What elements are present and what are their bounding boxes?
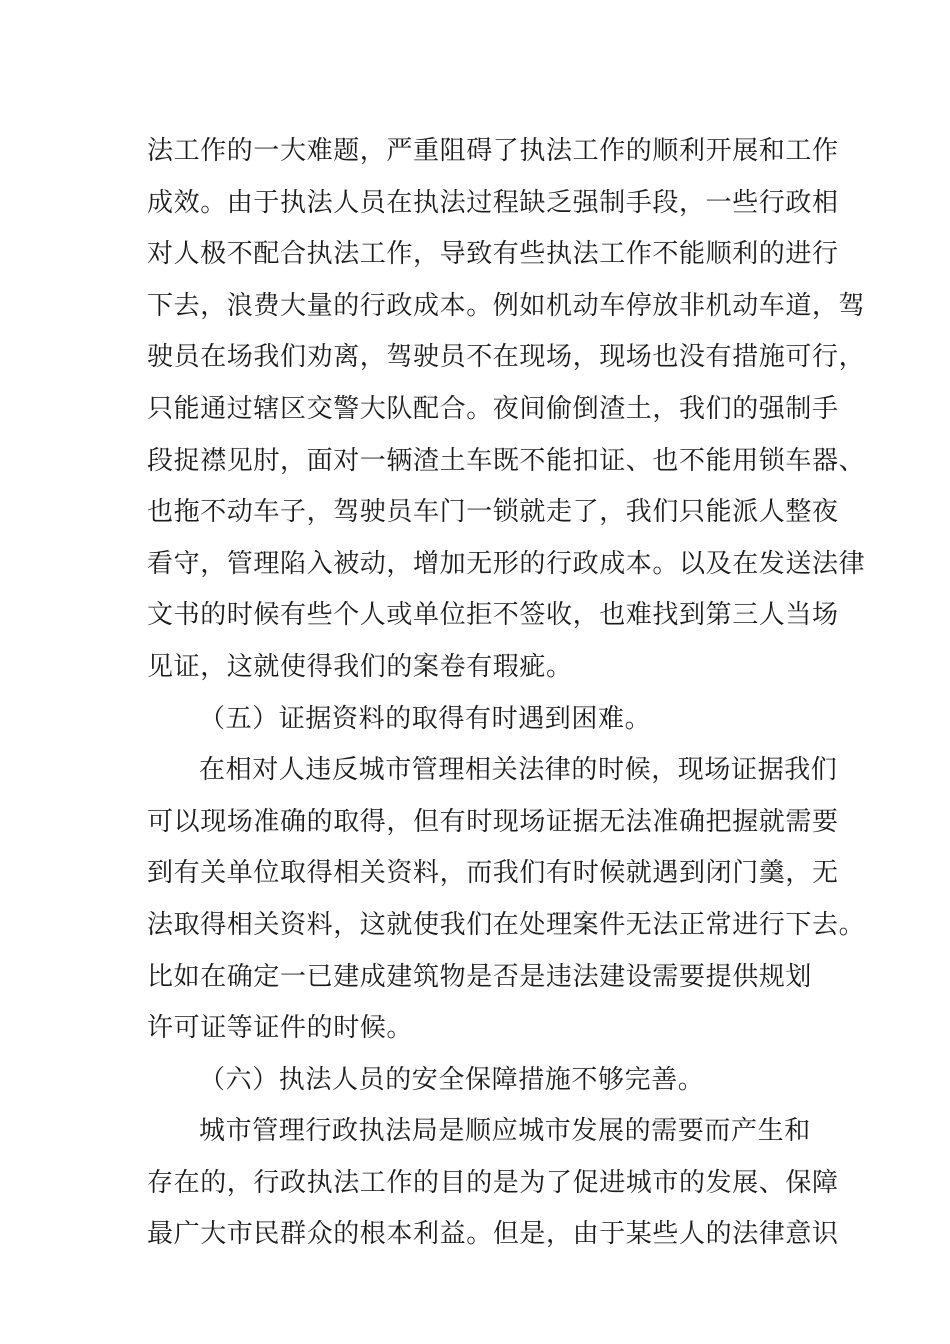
paragraph-line: 比如在确定一已建成建筑物是否是违法建设需要提供规划: [147, 961, 813, 992]
section-heading-5: （五）证据资料的取得有时遇到困难。: [199, 703, 652, 734]
paragraph-line: 在相对人违反城市管理相关法律的时候，现场证据我们: [199, 755, 838, 786]
document-body: [147, 126, 866, 1261]
paragraph-line: 城市管理行政执法局是顺应城市发展的需要而产生和: [199, 1116, 811, 1147]
paragraph-line: 到有关单位取得相关资料，而我们有时候就遇到闭门羹，无: [147, 858, 839, 889]
paragraph-line: 看守，管理陷入被动，增加无形的行政成本。以及在发送法律: [147, 548, 866, 579]
paragraph-line: 也拖不动车子，驾驶员车门一锁就走了，我们只能派人整夜: [147, 497, 839, 528]
paragraph-line: 可以现场准确的取得，但有时现场证据无法准确把握就需要: [147, 806, 839, 837]
paragraph-line: 法取得相关资料，这就使我们在处理案件无法正常进行下去。: [147, 909, 866, 940]
paragraph-line: 对人极不配合执法工作，导致有些执法工作不能顺利的进行: [147, 239, 839, 270]
paragraph-line: 下去，浪费大量的行政成本。例如机动车停放非机动车道，驾: [147, 290, 866, 321]
paragraph-line: 只能通过辖区交警大队配合。夜间偷倒渣土，我们的强制手: [147, 393, 839, 424]
paragraph-line: 成效。由于执法人员在执法过程缺乏强制手段，一些行政相: [147, 187, 839, 218]
paragraph-line: 见证，这就使得我们的案卷有瑕疵。: [147, 651, 573, 682]
paragraph-line: 驶员在场我们劝离，驾驶员不在现场，现场也没有措施可行，: [147, 342, 866, 373]
paragraph-line: 存在的，行政执法工作的目的是为了促进城市的发展、保障: [147, 1167, 839, 1198]
paragraph-line: 段捉襟见肘，面对一辆渣土车既不能扣证、也不能用锁车器、: [147, 445, 866, 476]
paragraph-line: 最广大市民群众的根本利益。但是，由于某些人的法律意识: [147, 1219, 839, 1250]
paragraph-line: 许可证等证件的时候。: [147, 1013, 414, 1044]
section-heading-6: （六）执法人员的安全保障措施不够完善。: [199, 1064, 705, 1095]
paragraph-line: 文书的时候有些个人或单位拒不签收，也难找到第三人当场: [147, 600, 839, 631]
paragraph-line: 法工作的一大难题，严重阻碍了执法工作的顺利开展和工作: [147, 136, 839, 166]
